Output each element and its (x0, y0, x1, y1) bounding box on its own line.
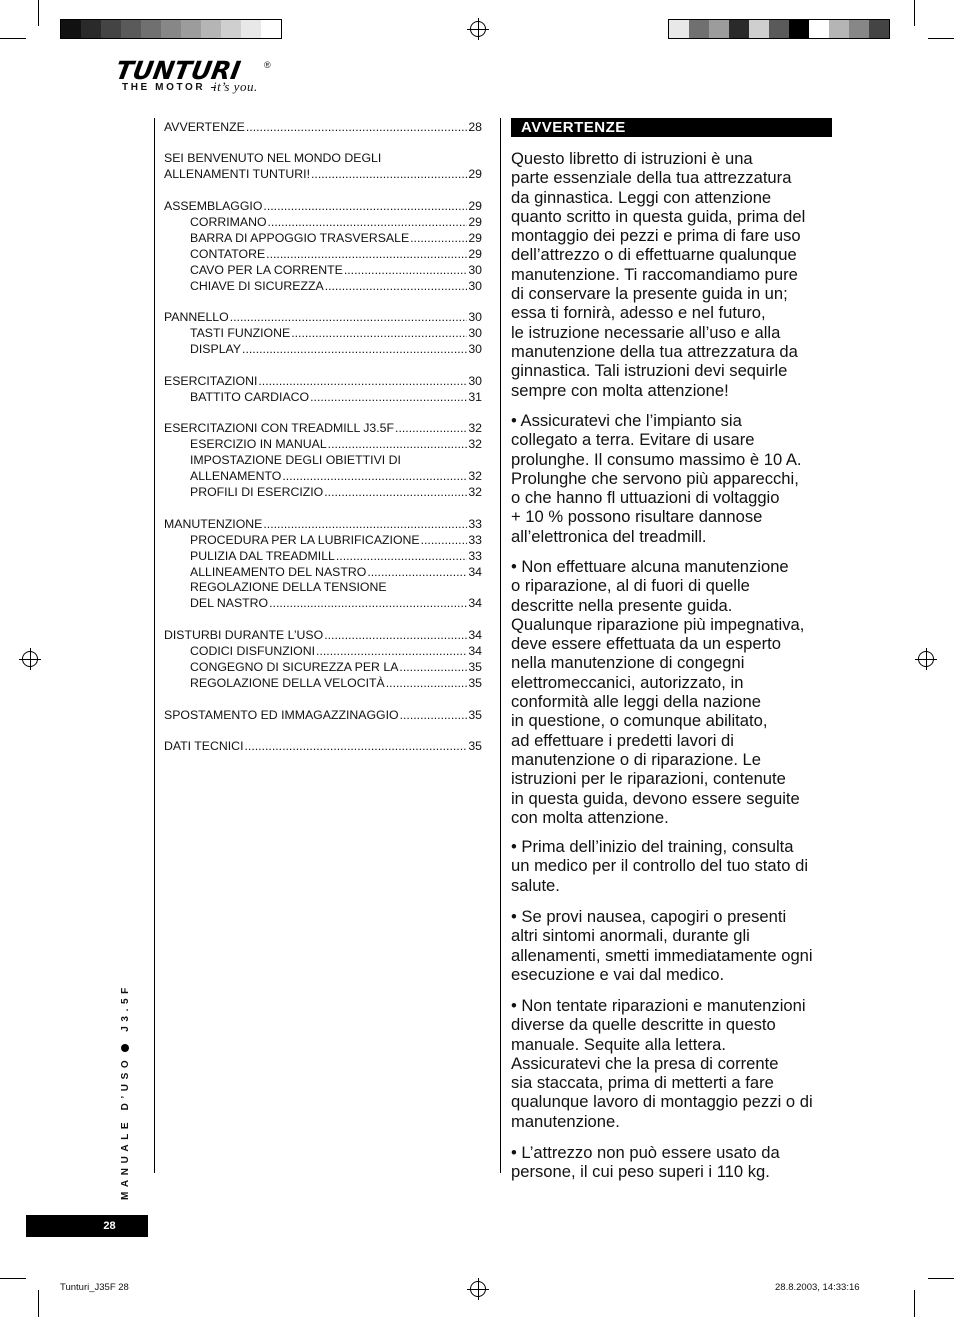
registration-mark-icon (918, 651, 934, 667)
side-label-text: MANUALE D’USO (120, 1055, 131, 1200)
toc-entry-label: ASSEMBLAGGIO (164, 199, 263, 213)
toc-leader-dots (263, 516, 467, 532)
toc-entry (190, 532, 482, 548)
toc-entry-page: 29 (468, 167, 482, 181)
section-heading: AVVERTENZE (511, 118, 832, 137)
color-swatch (81, 20, 101, 38)
toc-entry (164, 119, 482, 135)
color-swatch (709, 20, 729, 38)
toc-entry-page: 35 (468, 739, 482, 753)
paragraph-line: Qualunque riparazione più impegnativa, (511, 614, 805, 634)
paragraph-line: • Non tentate riparazioni e manutenzioni (511, 996, 806, 1015)
paragraph-line: all’elettronica del treadmill. (511, 526, 707, 546)
paragraph-line: istruzioni per le riparazioni, contenute (511, 769, 786, 789)
toc-entry-page: 34 (468, 644, 482, 658)
toc-entry-page: 30 (468, 326, 482, 340)
warning-paragraph (511, 149, 836, 400)
registration-mark-icon (22, 651, 38, 667)
toc-leader-dots (291, 325, 467, 341)
paragraph-line: prolunghe. Il consumo massimo è 10 A. (511, 449, 802, 469)
toc-entry-page: 34 (468, 628, 482, 642)
paragraph-line: un medico per il controllo del tuo stato di (511, 856, 809, 876)
paragraph-line: descritte nella presente guida. (511, 595, 733, 615)
toc-entry-page: 30 (468, 310, 482, 324)
toc-entry (164, 707, 482, 723)
paragraph-line: ad effettuare i predetti lavori di (511, 730, 734, 750)
toc-leader-dots (410, 230, 467, 246)
paragraph-line: qualunque lavoro di montaggio pezzi o di (511, 1092, 813, 1112)
color-swatch (241, 20, 261, 38)
paragraph-line: quanto scritto in questa guida, prima del (511, 206, 806, 226)
color-swatch (829, 20, 849, 38)
paragraph-line: allenamenti, smetti immediatamente ogni (511, 945, 813, 965)
toc-entry-page: 32 (468, 485, 482, 499)
paragraph-line: • Se provi nausea, capogiri o presenti (511, 907, 787, 926)
toc-entry (190, 389, 482, 405)
color-swatch (669, 20, 689, 38)
toc-leader-dots (263, 198, 467, 214)
paragraph-line: o che hanno fl uttuazioni di voltaggio (511, 488, 780, 508)
toc-entry (190, 643, 482, 659)
color-swatch (201, 20, 221, 38)
manual-side-label (120, 983, 131, 1200)
paragraph-line: Questo libretto di istruzioni è una (511, 149, 753, 168)
paragraph-line: di conservare la presente guida in un; (511, 284, 788, 304)
warning-paragraph (511, 411, 836, 546)
footer-right: 28.8.2003, 14:33:16 (775, 1282, 860, 1293)
paragraph-line: • Non effettuare alcuna manutenzione (511, 557, 789, 576)
logo-tagline-script: it’s you. (213, 79, 258, 94)
toc-entry (190, 659, 482, 675)
toc-entry-label: MANUTENZIONE (164, 517, 263, 531)
column-divider-rule (500, 118, 501, 1173)
side-label-model: J3.5F (120, 983, 131, 1032)
paragraph-line: elettromeccanici, autorizzato, in (511, 672, 744, 692)
paragraph-line: manutenzione della tua attrezzatura da (511, 341, 798, 361)
paragraph-line: diverse da quelle descritte in questo (511, 1015, 776, 1035)
toc-entry (164, 516, 482, 532)
toc-entry (190, 214, 482, 230)
toc-entry-page: 28 (468, 120, 482, 134)
paragraph-line: collegato a terra. Evitare di usare (511, 430, 755, 450)
toc-entry (164, 627, 482, 643)
toc-entry (164, 166, 482, 182)
paragraph-line: essa ti fornirà, adesso e nel futuro, (511, 303, 766, 323)
paragraph-line: conformità alle leggi della nazione (511, 692, 761, 712)
toc-entry-label: CORRIMANO (190, 215, 267, 229)
toc-entry-label: DISPLAY (190, 342, 242, 356)
logo-wordmark: TUNTURI (113, 56, 243, 85)
toc-leader-dots (328, 436, 468, 452)
paragraph-line: ginnastica. Tali istruzioni devi sequirle (511, 361, 788, 381)
toc-entry-label: PROFILI DI ESERCIZIO (190, 485, 324, 499)
paragraph-line: le istruzione necessarie all’uso e alla (511, 322, 781, 342)
footer-left: Tunturi_J35F 28 (60, 1282, 129, 1293)
crop-mark (928, 1278, 954, 1279)
toc-entry-page: 29 (468, 199, 482, 213)
toc-entry (190, 564, 482, 580)
paragraph-line: + 10 % possono risultare dannose (511, 507, 763, 527)
color-swatch (141, 20, 161, 38)
toc-leader-dots (310, 389, 467, 405)
toc-entry-page: 29 (468, 215, 482, 229)
paragraph-line: persone, il cui peso superi i 110 kg. (511, 1162, 770, 1182)
color-swatch (261, 20, 281, 38)
toc-entry (190, 548, 482, 564)
toc-entry-label: ESERCIZIO IN MANUAL (190, 437, 327, 451)
toc-entry-page: 30 (468, 342, 482, 356)
paragraph-line: • Prima dell’inizio del training, consulta (511, 837, 794, 856)
logo-registered-mark: ® (264, 60, 271, 70)
paragraph-line: salute. (511, 875, 560, 895)
toc-entry-label: AVVERTENZE (164, 120, 245, 134)
toc-entry (190, 595, 482, 611)
toc-entry-label: CHIAVE DI SICUREZZA (190, 279, 324, 293)
toc-entry-page: 33 (468, 517, 482, 531)
toc-entry-page: 32 (468, 469, 482, 483)
toc-entry-page: 30 (468, 374, 482, 388)
toc-entry (190, 278, 482, 294)
color-swatch (809, 20, 829, 38)
toc-entry-page: 31 (468, 390, 482, 404)
paragraph-line: deve essere effettuata da un esperto (511, 634, 781, 654)
toc-entry-page: 34 (468, 596, 482, 610)
toc-entry-label: TASTI FUNZIONE (190, 326, 291, 340)
toc-entry (190, 436, 482, 452)
paragraph-line: dell’attrezzo o di effettuarne qualunque (511, 245, 797, 265)
crop-mark (0, 1278, 26, 1279)
paragraph-line: manutenzione. Ti raccomandiamo pure (511, 264, 798, 284)
toc-leader-dots (399, 659, 467, 675)
toc-entry-label: REGOLAZIONE DELLA VELOCITÀ (190, 676, 385, 690)
paragraph-line: montaggio dei pezzi e prima di fare uso (511, 226, 801, 246)
toc-leader-dots (344, 262, 467, 278)
toc-leader-dots (282, 468, 467, 484)
toc-entry-page: 30 (468, 263, 482, 277)
toc-entry (190, 230, 482, 246)
toc-entry-label: ALLENAMENTO (190, 469, 282, 483)
toc-entry-page: 33 (468, 533, 482, 547)
crop-mark (38, 1290, 39, 1317)
paragraph-line: Prolunghe che servono più apparecchi, (511, 468, 799, 488)
toc-entry-label: ESERCITAZIONI (164, 374, 258, 388)
toc-entry (164, 309, 482, 325)
toc-leader-dots (400, 707, 468, 723)
color-calibration-bar-right (668, 19, 890, 39)
toc-entry-label: ESERCITAZIONI CON TREADMILL J3.5F (164, 421, 395, 435)
toc-entry-label: ALLENAMENTI TUNTURI! (164, 167, 310, 181)
color-swatch (769, 20, 789, 38)
color-swatch (161, 20, 181, 38)
paragraph-line: da ginnastica. Leggi con attenzione (511, 187, 772, 207)
paragraph-line: manutenzione o di riparazione. Le (511, 749, 761, 769)
paragraph-line: Assicuratevi che la presa di corrente (511, 1053, 779, 1073)
toc-leader-dots (246, 119, 467, 135)
toc-entry-label: PULIZIA DAL TREADMILL (190, 549, 335, 563)
toc-leader-dots (268, 214, 468, 230)
toc-entry-label: DATI TECNICI (164, 739, 244, 753)
toc-leader-dots (266, 246, 467, 262)
paragraph-line: • Assicuratevi che l’impianto sia (511, 411, 742, 430)
toc-entry-label: DISTURBI DURANTE L’USO (164, 628, 324, 642)
paragraph-line: con molta attenzione. (511, 807, 669, 827)
crop-mark (38, 0, 39, 26)
paragraph-line: nella manutenzione di congegni (511, 653, 745, 673)
toc-entry-label: PANNELLO (164, 310, 229, 324)
color-swatch (181, 20, 201, 38)
page-number: 28 (26, 1215, 148, 1237)
warning-paragraph (511, 907, 836, 984)
toc-entry-page: 33 (468, 549, 482, 563)
warning-paragraph (511, 837, 836, 895)
toc-entry (164, 373, 482, 389)
toc-entry-page: 35 (468, 708, 482, 722)
crop-mark (928, 38, 954, 39)
paragraph-line: manutenzione. (511, 1111, 620, 1131)
color-swatch (221, 20, 241, 38)
toc-entry-label: BATTITO CARDIACO (190, 390, 310, 404)
toc-left-rule (154, 118, 155, 1173)
paragraph-line: esecuzione e vai dal medico. (511, 964, 725, 984)
toc-entry (190, 341, 482, 357)
toc-entry-page: 32 (468, 421, 482, 435)
logo-tagline-caps: THE MOTOR – (122, 82, 219, 93)
toc-leader-dots (269, 595, 467, 611)
toc-entry-page: 32 (468, 437, 482, 451)
toc-leader-dots (311, 166, 467, 182)
toc-entry (190, 675, 482, 691)
toc-entry-label: REGOLAZIONE DELLA TENSIONE (190, 580, 387, 594)
toc-leader-dots (316, 643, 467, 659)
toc-entry-label: BARRA DI APPOGGIO TRASVERSALE (190, 231, 410, 245)
toc-leader-dots (421, 532, 468, 548)
toc-leader-dots (325, 278, 468, 294)
crop-mark (0, 38, 26, 39)
warning-paragraph (511, 996, 836, 1131)
toc-entry-label: CAVO PER LA CORRENTE (190, 263, 343, 277)
crop-mark (914, 1290, 915, 1317)
toc-leader-dots (324, 627, 467, 643)
toc-entry-label: SPOSTAMENTO ED IMMAGAZZINAGGIO (164, 708, 399, 722)
toc-entry-label: PROCEDURA PER LA LUBRIFICAZIONE (190, 533, 420, 547)
toc-leader-dots (336, 548, 467, 564)
toc-leader-dots (367, 564, 467, 580)
paragraph-line: manuale. Sequite alla lettera. (511, 1034, 726, 1054)
color-swatch (689, 20, 709, 38)
toc-entry-page: 29 (468, 231, 482, 245)
color-swatch (61, 20, 81, 38)
paragraph-line: sia staccata, prima di metterti a fare (511, 1073, 774, 1093)
color-swatch (121, 20, 141, 38)
toc-entry-label: IMPOSTAZIONE DEGLI OBIETTIVI DI (190, 453, 401, 467)
toc-entry (164, 198, 482, 214)
registration-mark-icon (470, 21, 486, 37)
warning-paragraph (511, 1143, 836, 1182)
toc-entry-label: ALLINEAMENTO DEL NASTRO (190, 565, 367, 579)
bullet-icon (121, 1044, 129, 1052)
toc-leader-dots (258, 373, 467, 389)
toc-leader-dots (324, 484, 467, 500)
warning-paragraph (511, 557, 836, 827)
toc-entry-label: DEL NASTRO (190, 596, 269, 610)
paragraph-line: • L’attrezzo non può essere usato da (511, 1143, 780, 1162)
color-swatch (789, 20, 809, 38)
paragraph-line: in questa guida, devono essere seguite (511, 788, 800, 808)
toc-entry-page: 30 (468, 279, 482, 293)
toc-entry-label: SEI BENVENUTO NEL MONDO DEGLI (164, 151, 382, 165)
toc-leader-dots (244, 738, 467, 754)
color-swatch (749, 20, 769, 38)
toc-entry (190, 468, 482, 484)
crop-mark (914, 0, 915, 26)
paragraph-line: parte essenziale della tua attrezzatura (511, 168, 792, 188)
registration-mark-icon (470, 1281, 486, 1297)
toc-entry-page: 35 (468, 660, 482, 674)
toc-leader-dots (395, 420, 467, 436)
toc-entry-label: CODICI DISFUNZIONI (190, 644, 316, 658)
color-swatch (729, 20, 749, 38)
toc-entry (190, 484, 482, 500)
color-swatch (849, 20, 869, 38)
toc-leader-dots (230, 309, 468, 325)
toc-entry (190, 325, 482, 341)
toc-entry-label: CONGEGNO DI SICUREZZA PER LA (190, 660, 399, 674)
toc-entry (164, 420, 482, 436)
paragraph-line: in questione, o comunque abilitato, (511, 711, 768, 731)
color-swatch (869, 20, 889, 38)
color-calibration-bar-left (60, 19, 282, 39)
paragraph-line: sempre con molta attenzione! (511, 380, 729, 400)
paragraph-line: o riparazione, al di fuori di quelle (511, 576, 750, 596)
toc-entry (190, 262, 482, 278)
toc-entry (164, 738, 482, 754)
toc-entry (190, 246, 482, 262)
toc-entry-page: 29 (468, 247, 482, 261)
toc-entry-label: CONTATORE (190, 247, 266, 261)
color-swatch (101, 20, 121, 38)
toc-entry-page: 34 (468, 565, 482, 579)
toc-leader-dots (242, 341, 467, 357)
toc-entry-page: 35 (468, 676, 482, 690)
paragraph-line: altri sintomi anormali, durante gli (511, 926, 750, 946)
toc-leader-dots (386, 675, 468, 691)
